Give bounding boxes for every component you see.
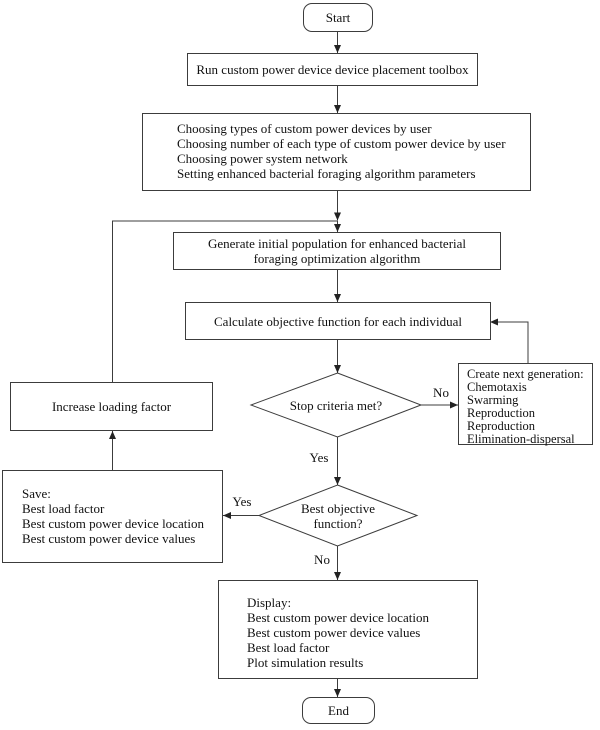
stop-criteria-decision bbox=[251, 373, 421, 437]
display-results-line: Best load factor bbox=[247, 640, 330, 655]
generate-population-line: foraging optimization algorithm bbox=[253, 251, 421, 266]
edge-label-stop-no: No bbox=[433, 385, 449, 400]
setup-line: Setting enhanced bacterial foraging algorithm parameters bbox=[177, 166, 476, 181]
create-next-generation-line: Reproduction bbox=[467, 405, 536, 420]
generate-population-node bbox=[173, 232, 501, 270]
setup-node bbox=[142, 113, 531, 191]
increase-loading-label: Increase loading factor bbox=[51, 399, 172, 414]
display-results-line: Display: bbox=[247, 595, 292, 610]
edge-label-stop-yes: Yes bbox=[309, 450, 329, 465]
display-results-node bbox=[218, 580, 478, 679]
increase-loading-node bbox=[10, 382, 213, 431]
create-next-generation-node bbox=[458, 363, 593, 445]
create-next-generation-line: Reproduction bbox=[467, 418, 536, 433]
create-next-generation-line: Create next generation: bbox=[467, 367, 584, 381]
calculate-objective-node bbox=[185, 302, 491, 340]
create-next-generation-line: Swarming bbox=[467, 392, 519, 407]
create-next-generation-line: Chemotaxis bbox=[467, 379, 527, 394]
display-results-line: Best custom power device location bbox=[247, 610, 429, 625]
generate-population-line: Generate initial population for enhanced bacterial bbox=[207, 236, 467, 251]
setup-line: Choosing types of custom power devices by user bbox=[177, 121, 432, 136]
run-toolbox-node bbox=[187, 53, 478, 86]
save-results-line: Best load factor bbox=[22, 501, 105, 516]
run-toolbox-label: Run custom power device device placement toolbox bbox=[196, 62, 469, 77]
save-results-line: Best custom power device values bbox=[22, 531, 196, 546]
edge-label-best-no: No bbox=[314, 552, 330, 567]
setup-line: Choosing number of each type of custom power device by user bbox=[177, 136, 506, 151]
best-objective-decision bbox=[259, 485, 417, 546]
stop-criteria-label: Stop criteria met? bbox=[289, 397, 383, 413]
edge-loop-create-to-calculate bbox=[490, 322, 528, 363]
save-results-node bbox=[2, 470, 223, 563]
save-results-line: Best custom power device location bbox=[22, 516, 204, 531]
start-node bbox=[303, 3, 373, 32]
calculate-objective-label: Calculate objective function for each individual bbox=[214, 313, 462, 329]
display-results-line: Best custom power device values bbox=[247, 625, 421, 640]
end-label: End bbox=[328, 703, 349, 718]
save-results-line: Save: bbox=[22, 486, 51, 501]
best-objective-label: Best objective function? bbox=[300, 500, 375, 531]
start-label: Start bbox=[325, 10, 351, 25]
display-results-line: Plot simulation results bbox=[247, 655, 364, 670]
setup-line: Choosing power system network bbox=[177, 151, 348, 166]
edge-label-best-yes: Yes bbox=[232, 494, 252, 509]
end-node bbox=[302, 697, 375, 724]
create-next-generation-line: Elimination-dispersal bbox=[467, 431, 575, 446]
